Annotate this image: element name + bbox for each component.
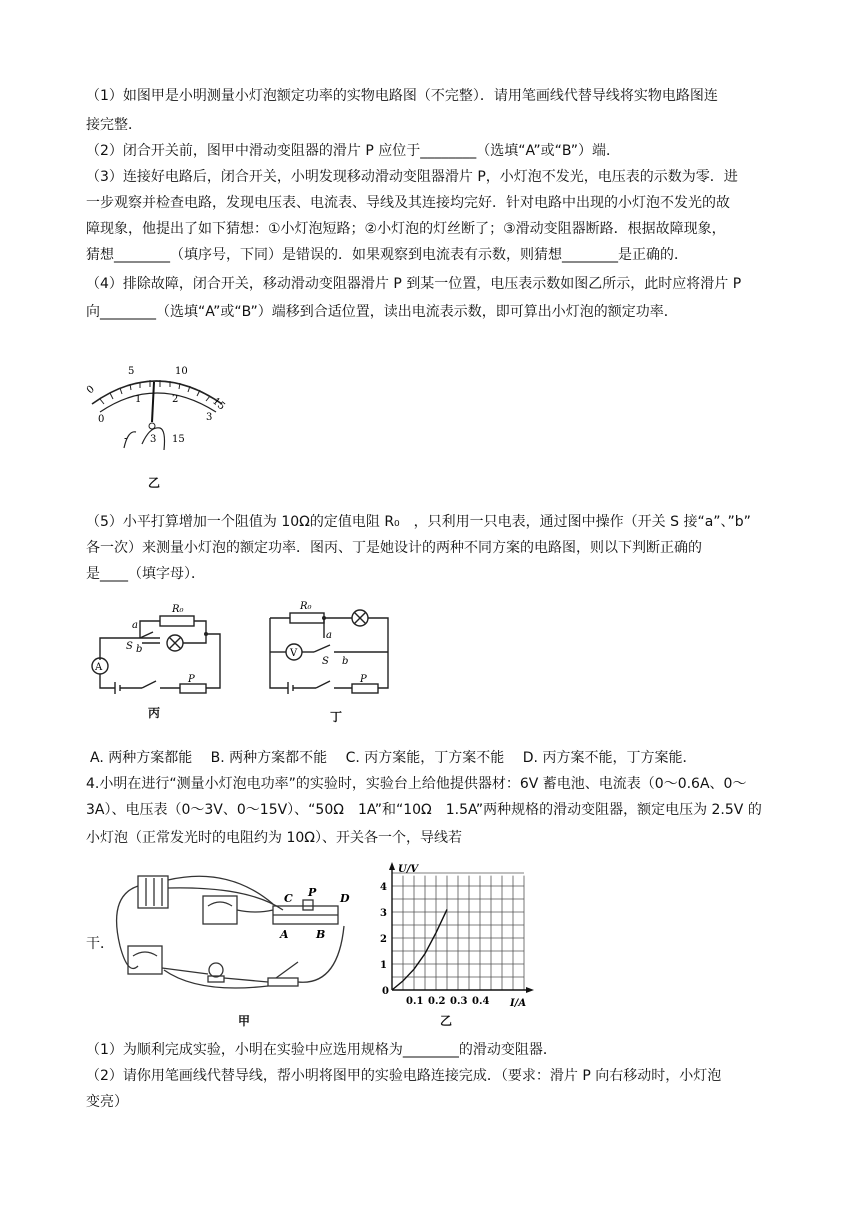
dial-outer-tick-10: 10 <box>175 366 188 377</box>
dial-terminal-minus: - <box>124 431 129 445</box>
figure-jia-caption: 甲 <box>238 1014 251 1028</box>
graph-ylabel: U/V <box>398 864 419 875</box>
q1-line-1: （1）如图甲是小明测量小灯泡额定功率的实物电路图（不完整）．请用笔画线代替导线将实物电路图连 <box>86 88 718 104</box>
figure-bing-caption: 丙 <box>148 706 161 720</box>
dial-terminal-3: 3 <box>150 434 157 445</box>
graph-ytick: 1 <box>380 960 387 971</box>
q3-line-2: 一步观察并检查电路，发现电压表、电流表、导线及其连接均完好．针对电路中出现的小灯泡不发光的故 <box>86 195 730 211</box>
apparatus-jia-figure <box>108 866 378 1006</box>
jia-label-c: C <box>284 892 293 905</box>
jia-label-p: P <box>308 886 317 899</box>
figure-yi-caption: 乙 <box>148 476 161 490</box>
ding-s-label: S <box>322 656 329 667</box>
p4-line-2: 3A）、电压表（0～3V、0～15V）、“50Ω 1A”和“10Ω 1.5A”两种规格的滑动变阻器，额定电压为 2.5V 的 <box>86 802 762 818</box>
q4-line-1: （4）排除故障，闭合开关，移动滑动变阻器滑片 P 到某一位置，电压表示数如图乙所示，此时应将滑片 P <box>86 276 742 292</box>
bing-s-label: S <box>126 641 133 652</box>
graph-xtick: 0.2 <box>428 996 446 1007</box>
u-i-graph <box>370 856 540 1016</box>
q3-line-4: 猜想________（填序号，下同）是错误的．如果观察到电流表有示数，则猜想________是正确的． <box>86 247 688 263</box>
graph-xtick: 0.3 <box>450 996 468 1007</box>
dial-inner-tick-2: 2 <box>172 394 179 405</box>
jia-label-a: A <box>280 928 289 941</box>
q3-line-1: （3）连接好电路后，闭合开关，小明发现移动滑动变阻器滑片 P，小灯泡不发光，电压表的示数为零．进 <box>86 169 738 185</box>
q5-line-1: （5）小平打算增加一个阻值为 10Ω的定值电阻 R₀ ，只利用一只电表，通过图中操作（开关 S 接“a”、”b” <box>86 514 751 530</box>
dial-outer-tick-15: 15 <box>210 395 227 413</box>
ding-r0-label: R₀ <box>300 601 312 612</box>
q5-line-3: 是____（填字母）． <box>86 566 205 582</box>
jia-label-b: B <box>316 928 326 941</box>
q3-line-3: 障现象，他提出了如下猜想：①小灯泡短路；②小灯泡的灯丝断了；③滑动变阻器断路．根据故障现象， <box>86 221 726 237</box>
bing-b-label: b <box>136 644 143 655</box>
p4-q2-line-2: 变亮） <box>86 1094 128 1110</box>
jia-label-d: D <box>340 892 350 905</box>
p4-q1-line: （1）为顺利完成实验，小明在实验中应选用规格为________的滑动变阻器． <box>86 1042 557 1058</box>
dial-inner-tick-1: 1 <box>135 394 142 405</box>
ding-a-label: a <box>326 630 332 641</box>
graph-xlabel: I/A <box>510 998 527 1009</box>
circuit-bing-figure <box>80 598 230 718</box>
ding-b-label: b <box>342 656 349 667</box>
graph-ytick: 3 <box>380 908 387 919</box>
p4-line-1: 4.小明在进行“测量小灯泡电功率”的实验时，实验台上给他提供器材：6V 蓄电池、电流表（0～0.6A、0～ <box>86 776 747 792</box>
q5-line-2: 各一次）来测量小灯泡的额定功率．图丙、丁是她设计的两种不同方案的电路图，则以下判断正确的 <box>86 540 702 556</box>
q1-line-2: 接完整． <box>86 117 142 133</box>
dial-terminal-15: 15 <box>172 434 185 445</box>
dial-outer-tick-5: 5 <box>128 366 135 377</box>
figure-ding-caption: 丁 <box>330 710 343 724</box>
bing-p-label: P <box>188 674 195 685</box>
dial-inner-tick-0: 0 <box>98 414 105 425</box>
voltmeter-dial-figure <box>80 360 240 490</box>
p4-line-4: 干． <box>86 936 114 952</box>
circuit-ding-figure <box>260 598 400 718</box>
graph-xtick: 0.1 <box>406 996 424 1007</box>
graph-origin: 0 <box>382 986 389 997</box>
graph-ytick: 4 <box>380 882 387 893</box>
options-line: A. 两种方案都能 B. 两种方案都不能 C. 丙方案能，丁方案不能 D. 丙方案不能，丁方案能． <box>90 750 697 766</box>
q2-line: （2）闭合开关前，图甲中滑动变阻器的滑片 P 应位于________（选填“A”或“B”）端． <box>86 143 620 159</box>
graph-ytick: 2 <box>380 934 387 945</box>
q4-line-2: 向________（选填“A”或“B”）端移到合适位置，读出电流表示数，即可算出小灯泡的额定功率． <box>86 304 678 320</box>
figure-graph-caption: 乙 <box>440 1014 453 1028</box>
p4-q2-line-1: （2）请你用笔画线代替导线，帮小明将图甲的实验电路连接完成．（要求：滑片 P 向右移动时，小灯泡 <box>86 1068 722 1084</box>
ding-p-label: P <box>360 674 367 685</box>
dial-inner-tick-3: 3 <box>206 412 213 423</box>
p4-line-3: 小灯泡（正常发光时的电阻约为 10Ω）、开关各一个，导线若 <box>86 830 462 846</box>
dial-outer-tick-0: 0 <box>84 383 97 397</box>
bing-r0-label: R₀ <box>172 604 184 615</box>
bing-a-label: a <box>132 620 138 631</box>
bing-meter-label: A <box>95 662 103 673</box>
ding-meter-label: V <box>290 648 298 659</box>
graph-xtick: 0.4 <box>472 996 490 1007</box>
graph-series-curve <box>392 909 447 990</box>
